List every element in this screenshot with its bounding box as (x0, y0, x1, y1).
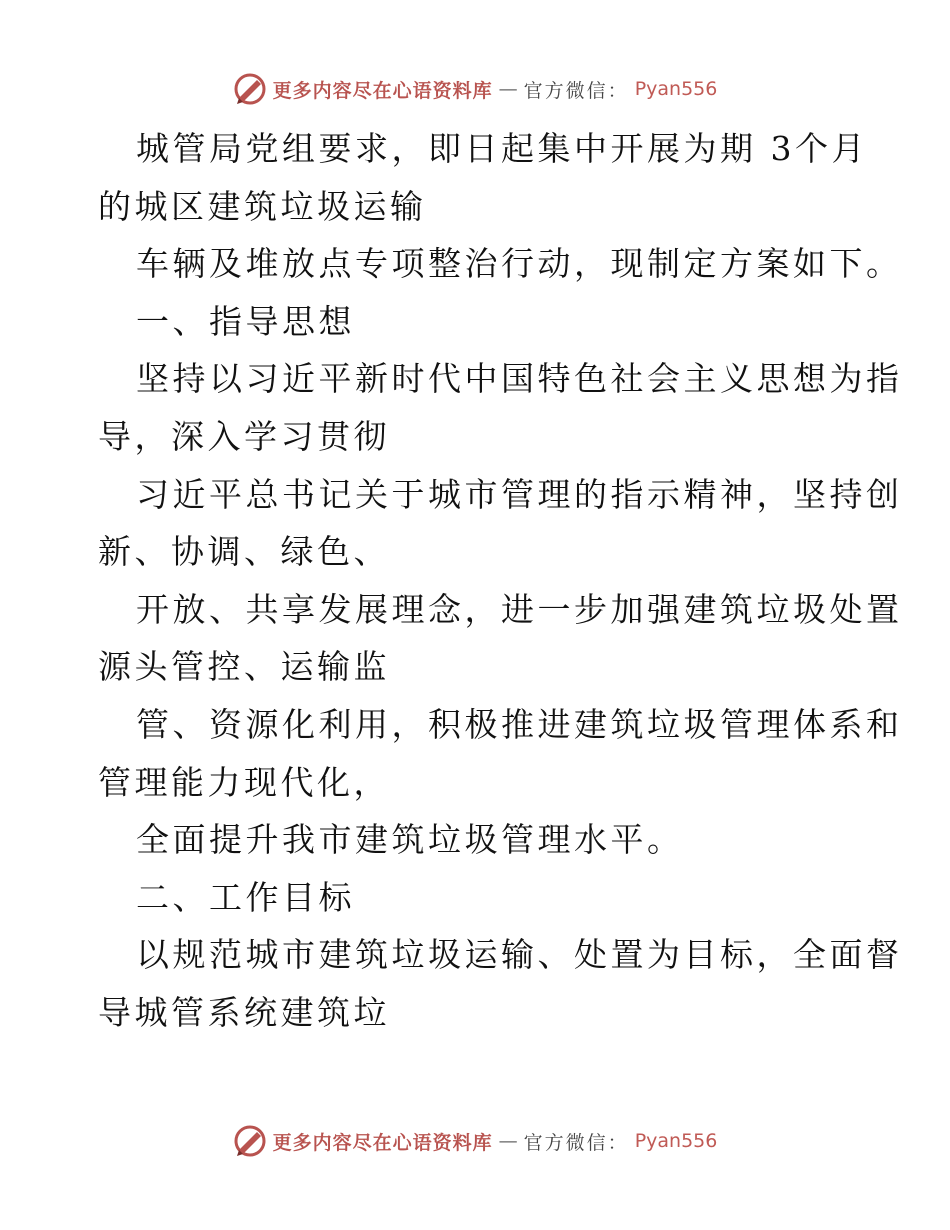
text-line: 习近平总书记关于城市管理的指示精神，坚持创 (136, 474, 903, 514)
text-line: 车辆及堆放点专项整治行动，现制定方案如下。 (136, 244, 903, 284)
text-line: 导城管系统建筑垃 (98, 992, 390, 1032)
watermark-text: 更多内容尽在心语资料库 (272, 79, 493, 102)
watermark-separator: — (498, 78, 518, 100)
text-line: 坚持以习近平新时代中国特色社会主义思想为指 (136, 359, 903, 399)
text-line: 源头管控、运输监 (98, 647, 390, 687)
watermark-wechat-id: Pyan556 (634, 1130, 718, 1152)
watermark-text: 更多内容尽在心语资料库 (272, 1131, 493, 1154)
watermark-separator: — (498, 1130, 518, 1152)
pen-logo-icon (233, 72, 267, 106)
document-body (98, 120, 903, 1042)
watermark-official-label: 官方微信： (523, 1131, 629, 1154)
text-line: 新、协调、绿色、 (98, 532, 390, 572)
footer-watermark (0, 1124, 950, 1158)
text-line: 全面提升我市建筑垃圾管理水平。 (136, 820, 684, 860)
header-watermark (0, 72, 950, 106)
text-line: 导，深入学习贯彻 (98, 416, 390, 456)
text-line: 管、资源化利用，积极推进建筑垃圾管理体系和 (136, 704, 903, 744)
section-heading: 二、工作目标 (136, 877, 355, 917)
text-line: 管理能力现代化， (98, 762, 390, 802)
pen-logo-icon (233, 1124, 267, 1158)
section-heading: 一、指导思想 (136, 301, 355, 341)
watermark-wechat-id: Pyan556 (634, 78, 718, 100)
text-line: 城管局党组要求，即日起集中开展为期 3个月 (136, 129, 868, 168)
text-line: 的城区建筑垃圾运输 (98, 186, 427, 226)
text-line: 以规范城市建筑垃圾运输、处置为目标，全面督 (136, 935, 903, 975)
watermark-official-label: 官方微信： (523, 79, 629, 102)
text-line: 开放、共享发展理念，进一步加强建筑垃圾处置 (136, 589, 903, 629)
